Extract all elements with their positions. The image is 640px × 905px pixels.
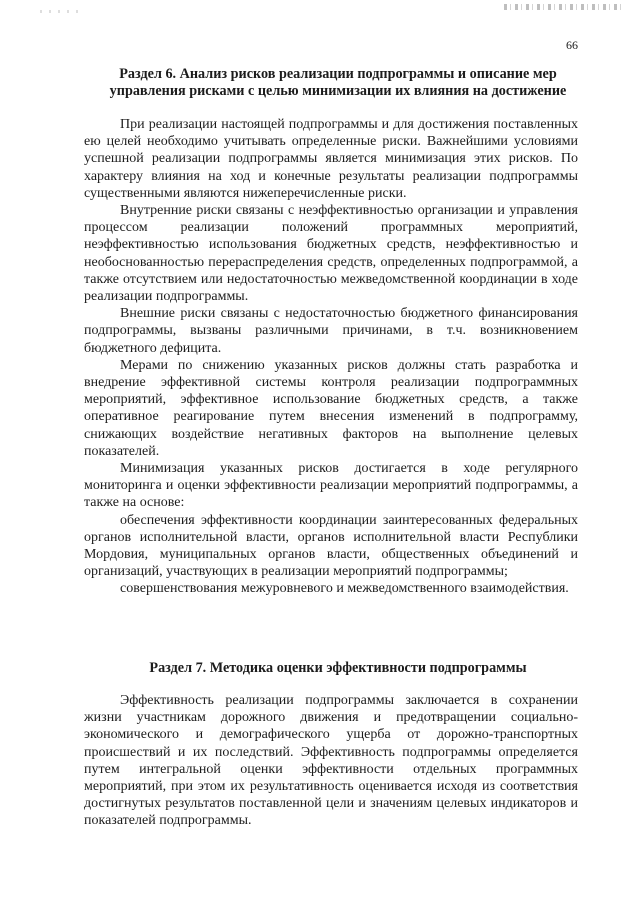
section-7-body (84, 692, 578, 830)
section-6-heading-line-1: Раздел 6. Анализ рисков реализации подпрограммы и описание мер (119, 66, 557, 82)
section-6-heading-line-2: управления рисками с целью минимизации их влияния на достижение (109, 83, 567, 99)
paragraph: Внешние риски связаны с недостаточностью бюджетного финансирования подпрограммы, вызваны различными причинами, в т.ч. возникновением бюджетного дефицита. (84, 306, 578, 356)
paragraph: При реализации настоящей подпрограммы и для достижения поставленных ею целей необходимо учитывать определенные риски. Важнейшими условиями успешной реализации подпрограммы является минимизация этих рисков. По характеру влияния на ход и конечные результаты реализации подпрограммы существенными являются нижеперечисленные риски. (84, 117, 578, 201)
paragraph: Минимизация указанных рисков достигается в ходе регулярного мониторинга и оценки эффективности реализации мероприятий подпрограммы, а также на основе: (84, 461, 578, 511)
scan-artifact (40, 10, 80, 13)
list-item: совершенствования межуровневого и межведомственного взаимодействия. (120, 581, 569, 597)
scan-artifact (504, 4, 622, 10)
paragraph: Внутренние риски связаны с неэффективностью организации и управления процессом реализации положений программных мероприятий, неэффективностью использования бюджетных средств, неэффективностью и необоснованностью перераспределения средств, определенных подпрограммой, а также отсутствием или недостаточностью межведомственной координации в ходе реализации подпрограммы. (84, 203, 578, 305)
paragraph: Мерами по снижению указанных рисков должны стать разработка и внедрение эффективной системы контроля реализации подпрограммных мероприятий, эффективное использование бюджетных средств, а также оперативное реагирование путем внесения изменений в подпрограмму, снижающих воздействие негативных факторов на выполнение целевых показателей. (84, 357, 578, 459)
section-6-body (84, 116, 578, 598)
paragraph: Эффективность реализации подпрограммы заключается в сохранении жизни участникам дорожного движения и предотвращении социально-экономического и демографического ущерба от дорожно-транспортных происшествий и их последствий. Эффективность подпрограммы определяется путем интегральной оценки эффективности отдельных программных мероприятий, при этом их результативность оценивается исходя из соответствия достигнутых результатов поставленной цели и значениям целевых индикаторов и показателей подпрограммы. (84, 693, 578, 829)
page-number: 66 (566, 38, 578, 52)
section-6-heading (80, 66, 596, 100)
section-7-heading: Раздел 7. Методика оценки эффективности подпрограммы (149, 660, 527, 676)
list-item: обеспечения эффективности координации заинтересованных федеральных органов исполнительной власти, органов исполнительной власти Республики Мордовия, муниципальных органов власти, общественных объединений и организаций, участвующих в реализации мероприятий подпрограммы; (84, 512, 578, 580)
